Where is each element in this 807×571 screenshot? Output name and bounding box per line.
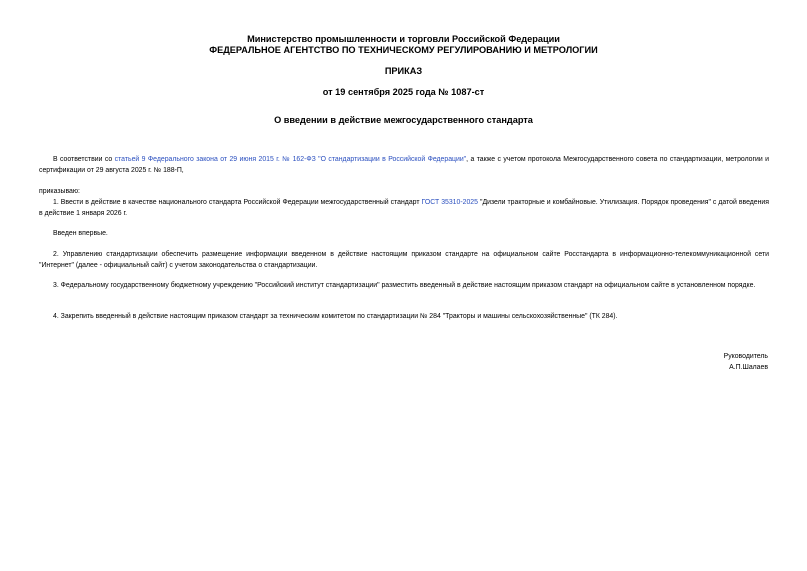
clause-3-paragraph: 3. Федеральному государственному бюджетному учреждению "Российский институт стандартизации" разместить введенный в действие настоящим приказом стандарт на официальном сайте в установленном порядке. — [53, 282, 756, 289]
clause-4-paragraph: 4. Закрепить введенный в действие настоящим приказом стандарт за техническим комитетом по стандартизации № 284 "Тракторы и машины сельскохозяйственные" (ТК 284). — [53, 313, 618, 320]
federal-law-link[interactable]: статьей 9 Федерального закона от 29 июня 2015 г. № 162-ФЗ "О стандартизации в Российской Федерации" — [114, 156, 467, 163]
clause-1-text-end: "Дизели тракторные и комбайновые. Утилизация. Порядок проведения" с датой введения в действие 1 января 2026 г. — [39, 199, 770, 217]
clause-2-paragraph: 2. Управлению стандартизации обеспечить размещение информации введенном в действие настоящим приказом стандарте на официальном сайте Росстандарта в информационно-телекоммуникационной сети "Интернет" (далее - официальный сайт) с учетом законодательства о стандартизации. — [39, 251, 769, 269]
preamble-text-start: В соответствии со — [53, 156, 115, 163]
order-subject: О введении в действие межгосударственного стандарта — [274, 115, 533, 125]
ministry-name: Министерство промышленности и торговли Российской Федерации — [247, 34, 560, 44]
orders-word: приказываю: — [39, 188, 80, 195]
preamble-paragraph — [39, 154, 769, 176]
signatory-name: А.П.Шалаев — [729, 364, 768, 371]
order-date-number: от 19 сентября 2025 года № 1087-ст — [322, 87, 485, 97]
preamble-text-end: , а также с учетом протокола Межгосударственного совета по стандартизации, метрологии и сертификации от 29 августа 2025 г. № 188-П, — [39, 156, 769, 174]
clause-1-text-start: 1. Ввести в действие в качестве национального стандарта Российской Федерации межгосударственный стандарт — [53, 199, 422, 206]
gost-standard-link[interactable]: ГОСТ 35310-2025 — [421, 199, 478, 206]
signatory-title: Руководитель — [723, 353, 768, 360]
introduced-first-note: Введен впервые. — [53, 230, 108, 237]
clause-1-paragraph — [39, 197, 769, 219]
agency-name: ФЕДЕРАЛЬНОЕ АГЕНТСТВО ПО ТЕХНИЧЕСКОМУ РЕГУЛИРОВАНИЮ И МЕТРОЛОГИИ — [209, 45, 598, 55]
document-type: ПРИКАЗ — [384, 66, 423, 76]
